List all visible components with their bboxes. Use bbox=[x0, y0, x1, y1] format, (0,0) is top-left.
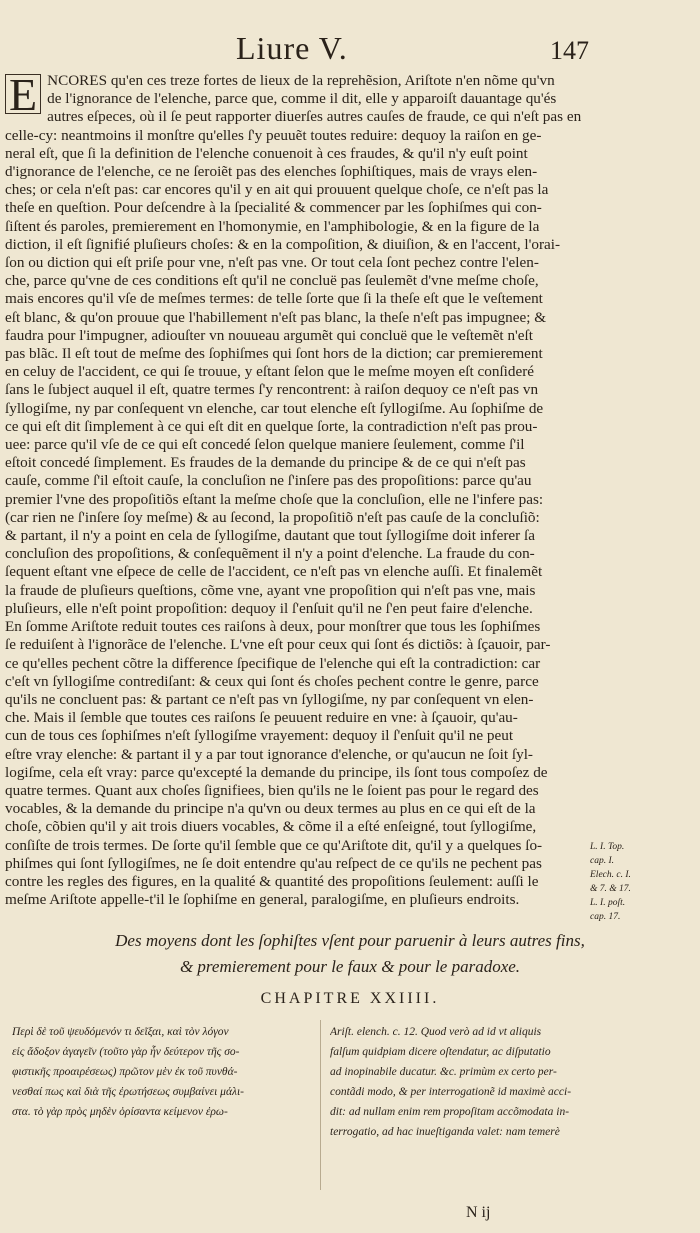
text-line: choſe, cõbien qu'il y ait trois diuers vocables, & cõme il a eſté enſeigné, tout ſyllogiſme, bbox=[5, 818, 537, 836]
text-line: eſtre vray elenche: & partant il y a par tout ignorance d'elenche, or qu'aucun ne ſoit ſyl- bbox=[5, 745, 533, 763]
text-line: cun de tous ces ſophiſmes n'eſt ſyllogiſme vrayement: dequoy il ſ'enſuit qu'il ne peut bbox=[5, 727, 514, 745]
text-line: eſt blanc, & qu'on prouue que l'habillement n'eſt pas blanc, la theſe n'eſt pas impugnee; & bbox=[5, 308, 547, 326]
margin-note: cap. I. bbox=[590, 856, 615, 866]
text-line: ſiſtent és paroles, premierement en l'homonymie, en l'amphibologie, & en la figure de la bbox=[5, 217, 540, 235]
text-line: en celuy de l'accident, ce qui ſe trouue, y eſtant ſelon que le meſme moyen eſt conſideré bbox=[5, 363, 535, 381]
text-line: ce qui eſt dit ſimplement à ce qui eſt dit en quelque ſorte, la contradiction n'eſt pas prou- bbox=[5, 417, 538, 435]
text-line: pas blãc. Il eſt tout de meſme des ſophiſmes qui ſont hors de la diction; car premierement bbox=[5, 345, 543, 363]
greek-line: στα. τὸ γὰρ πρὸς μηδὲν ὁρίσαντα κείμενον ἐρω- bbox=[12, 1106, 228, 1118]
latin-line: terrogatio, ad hac inueſtiganda valet: nam temerè bbox=[330, 1126, 560, 1138]
text-line: ſyllogiſme, ny par conſequent vn elenche, car tout elenche eſt ſyllogiſme. Au ſophiſme de bbox=[5, 399, 544, 417]
latin-line: falſum quidpiam dicere oſtendatur, ac diſputatio bbox=[330, 1046, 551, 1058]
text-line: NCORES qu'en ces treze fortes de lieux de la reprehẽsion, Ariſtote n'en nõme qu'vn bbox=[47, 72, 555, 89]
text-line: autres eſpeces, où il ſe peut rapporter diuerſes autres cauſes de fraude, ce qui n'eſt pas en bbox=[47, 108, 582, 126]
page-number: 147 bbox=[550, 36, 589, 65]
text-line: mais encores qu'il vſe de meſmes termes: de telle ſorte que ſi la theſe eſt que le veſtement bbox=[5, 290, 543, 308]
chapter-heading: CHAPITRE XXIIII. bbox=[260, 990, 440, 1007]
text-line: che. Mais il ſemble que toutes ces raiſons ſe peuuent reduire en vne: à ſçauoir, qu'au- bbox=[5, 709, 518, 727]
drop-cap-letter: E bbox=[5, 74, 41, 114]
text-line: che, parce qu'vne de ces conditions eſt qu'il ne concluë pas ſeulemẽt d'vne meſme choſe, bbox=[5, 272, 539, 290]
text-line: vocables, & la demande du principe n'a qu'vn ou deux termes au plus en ce qui eſt de la bbox=[5, 800, 536, 818]
text-line: quatre termes. Quant aux choſes ſignifiees, bien qu'ils ne le ſoient pas pour le regard des bbox=[5, 781, 539, 799]
margin-notes bbox=[590, 840, 670, 924]
subtitle-line: Des moyens dont les ſophiſtes vſent pour paruenir à leurs autres fins, bbox=[115, 931, 585, 950]
text-line: logiſme, cela eſt vray: parce qu'excepté la demande du principe, ils ſont tous compoſez de bbox=[5, 763, 548, 781]
text-line: meſme Ariſtote appelle-t'il le ſophiſme en general, paralogiſme, en pluſieurs endroits. bbox=[5, 891, 520, 909]
latin-line: contãdi modo, & per interrogationẽ id maximè acci- bbox=[330, 1086, 572, 1098]
signature-mark: N ij bbox=[466, 1204, 491, 1221]
margin-note: & 7. & 17. bbox=[590, 884, 631, 894]
text-line: uee: parce qu'il vſe de ce qui eſt concedé ſelon quelque maniere ſeulement, comme ſ'il bbox=[5, 436, 525, 454]
text-line: ſe reduiſent à l'ignorãce de l'elenche. L'vne eſt pour ceux qui ſont és dictiõs: à ſçauoir, par- bbox=[5, 636, 551, 654]
greek-quotation bbox=[12, 1022, 312, 1122]
text-line: faudra pour l'impugner, adiouſter vn nouueau argumẽt qui concluë que le veſtemẽt n'eſt bbox=[5, 326, 533, 344]
text-line: pluſieurs, elle n'eſt point propoſition: dequoy il ſ'enſuit qu'il ne ſ'en peut faire d'elenche. bbox=[5, 599, 533, 617]
running-head bbox=[230, 28, 670, 72]
text-line: theſe en queſtion. Pour deſcendre à la ſpecialité & commencer par les ſophiſmes qui con- bbox=[5, 199, 542, 217]
text-line: diction, il eſt ſignifié pluſieurs choſes: & en la compoſition, & diuiſion, & en l'accent, l'orai- bbox=[5, 235, 561, 253]
latin-line: Ariſt. elench. c. 12. Quod verò ad id vt aliquis bbox=[330, 1026, 542, 1038]
text-line: (car rien ne ſ'inſere ſoy meſme) & au ſecond, la propoſitiõ n'eſt pas cauſe de la concluſiõ: bbox=[5, 508, 540, 526]
margin-note: Elech. c. I. bbox=[590, 870, 631, 880]
greek-line: νεσθαί πως καὶ διὰ τῆς ἐρωτήσεως συμβαίνει μάλι- bbox=[12, 1086, 244, 1098]
text-line: d'ignorance de l'elenche, ce ne ſeroiẽt pas des elenches ſophiſtiques, mais de vrays elen- bbox=[5, 163, 538, 181]
text-line: ſon ou diction qui eſt priſe pour vne, n'eſt pas vne. Or tout cela ſont pechez contre l'elen- bbox=[5, 254, 539, 272]
greek-line: Περὶ δὲ τοῦ ψευδόμενόν τι δεῖξαι, καὶ τὸν λόγον bbox=[12, 1026, 229, 1038]
text-line: conſiſte de trois termes. De ſorte qu'il ſemble que ce qu'Ariſtote dit, qu'il y a quelques ſo- bbox=[5, 836, 543, 854]
main-text bbox=[5, 69, 595, 909]
text-line: la fraude de pluſieurs queſtions, cõme vne, ayant vne propoſition qui n'eſt pas vne, mais bbox=[5, 581, 536, 599]
chapter-subtitle bbox=[0, 928, 700, 980]
text-line: ſans le ſubject auquel il eſt, quatre termes ſ'y rencontrent: à raiſon dequoy ce n'eſt pas vn bbox=[5, 381, 539, 399]
margin-note: cap. 17. bbox=[590, 912, 621, 922]
text-line: En ſomme Ariſtote reduit toutes ces raiſons à deux, pour monſtrer que tous les ſophiſmes bbox=[5, 618, 541, 636]
text-line: cauſe, comme ſ'il eſtoit cauſe, la concluſion ne ſ'inſere pas des propoſitions: parce qu'au bbox=[5, 472, 532, 490]
greek-line: φιστικῆς προαιρέσεως) πρῶτον μὲν ἐκ τοῦ πυνθά- bbox=[12, 1066, 238, 1078]
subtitle-line: & premierement pour le faux & pour le paradoxe. bbox=[179, 957, 521, 976]
text-line: ce qu'elles pechent cõtre la difference ſpecifique de l'elenche qui eſt la contradiction: car bbox=[5, 654, 541, 672]
text-line: phiſmes qui ſont ſyllogiſmes, ne ſe doit entendre qu'au reſpect de ce qu'ils ne pechent pas bbox=[5, 854, 542, 872]
column-divider bbox=[320, 1020, 321, 1190]
text-line: & partant, il n'y a point en cela de ſyllogiſme, dautant que tout ſyllogiſme doit inferer ſa bbox=[5, 527, 535, 545]
text-line: eſtoit concedé ſimplement. Es fraudes de la demande du principe & de ce qui n'eſt pas bbox=[5, 454, 526, 472]
text-line: qu'ils ne concluent pas: & partant ce n'eſt pas vn ſyllogiſme, ny par conſequent vn elen- bbox=[5, 690, 534, 708]
latin-line: dit: ad nullam enim rem propoſitam accõmodata in- bbox=[330, 1106, 570, 1118]
margin-note: L. I. Top. bbox=[590, 842, 625, 852]
text-line: ſequent eſtant vne eſpece de celle de l'accident, ce n'eſt pas vn elenche auſſi. Et finalemẽt bbox=[5, 563, 543, 581]
latin-note bbox=[330, 1022, 670, 1142]
text-line: ches; or cela n'eſt pas: car encores qu'il y en ait qui prouuent quelque choſe, ce n'eſt pas la bbox=[5, 181, 549, 199]
running-title: Liure V. bbox=[236, 30, 348, 66]
greek-line: εἰς ἄδοξον ἀγαγεῖν (τοῦτο γὰρ ἦν δεύτερον τῆς σο- bbox=[12, 1046, 240, 1058]
margin-note: L. I. poſt. bbox=[590, 898, 626, 908]
latin-line: ad inopinabile ducatur. &c. primùm ex certo per- bbox=[330, 1066, 557, 1078]
text-line: neral eſt, que ſi la definition de l'elenche conuenoit à ces fraudes, & qu'il n'y euſt point bbox=[5, 144, 528, 162]
text-line: celle-cy: neantmoins il monſtre qu'elles ſ'y peuuẽt toutes reduire: dequoy la raiſon en ge- bbox=[5, 126, 542, 144]
text-line: concluſion des propoſitions, & conſequẽment il n'y a point d'elenche. La fraude du con- bbox=[5, 545, 535, 563]
text-line: de l'ignorance de l'elenche, parce que, comme il dit, elle y apparoiſt dauantage qu'és bbox=[47, 90, 557, 108]
text-line: contre les regles des figures, en la qualité & quantité des propoſitions ſeulement: auſſi le bbox=[5, 872, 539, 890]
text-line: premier l'vne des propoſitiõs eſtant la meſme choſe que la concluſion, elle ne l'infere pas: bbox=[5, 490, 544, 508]
text-line: c'eſt vn ſyllogiſme contrediſant: & ceux qui ſont és choſes pechent contre le genre, parce bbox=[5, 672, 539, 690]
